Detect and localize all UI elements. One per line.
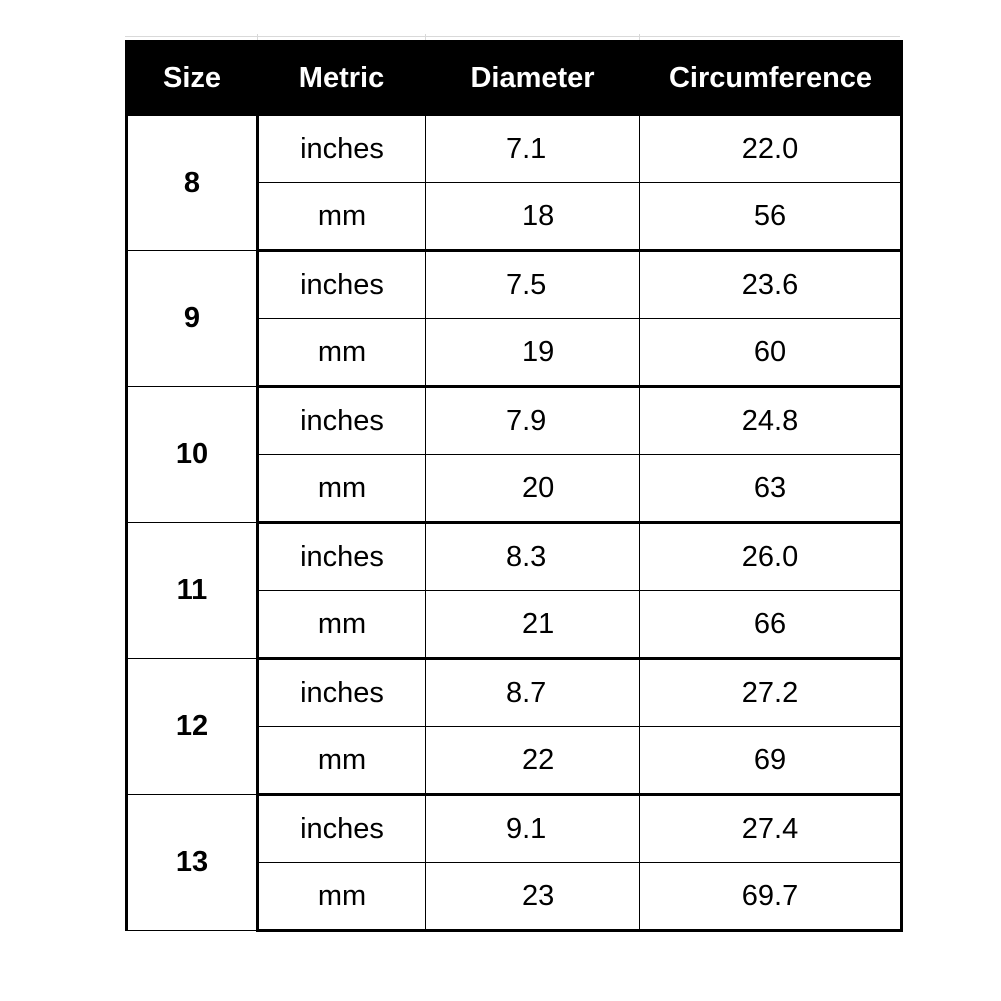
circumference-cell: 60 [640,319,902,387]
diameter-cell: 22 [426,727,640,795]
size-chart [125,40,900,918]
circumference-cell: 66 [640,591,902,659]
metric-cell: inches [258,115,426,183]
header-metric: Metric [258,42,426,115]
table-row [127,523,902,591]
circumference-cell: 27.4 [640,795,902,863]
metric-cell: mm [258,319,426,387]
circumference-cell: 69.7 [640,863,902,931]
diameter-cell: 18 [426,183,640,251]
table-body [127,115,902,931]
circumference-cell: 63 [640,455,902,523]
metric-cell: inches [258,523,426,591]
diameter-cell: 7.5 [426,251,640,319]
circumference-cell: 69 [640,727,902,795]
size-cell: 8 [127,115,258,251]
diameter-cell: 20 [426,455,640,523]
metric-cell: mm [258,183,426,251]
metric-cell: mm [258,863,426,931]
header-row [127,42,902,115]
circumference-cell: 26.0 [640,523,902,591]
size-cell: 10 [127,387,258,523]
circumference-cell: 22.0 [640,115,902,183]
size-cell: 13 [127,795,258,931]
size-table [125,40,903,932]
header-circumference: Circumference [640,42,902,115]
table-row [127,387,902,455]
diameter-cell: 8.3 [426,523,640,591]
metric-cell: mm [258,727,426,795]
diameter-cell: 9.1 [426,795,640,863]
size-cell: 11 [127,523,258,659]
circumference-cell: 24.8 [640,387,902,455]
table-row [127,659,902,727]
circumference-cell: 56 [640,183,902,251]
metric-cell: inches [258,795,426,863]
diameter-cell: 8.7 [426,659,640,727]
sheet-gridline [125,36,900,37]
header-size: Size [127,42,258,115]
metric-cell: inches [258,659,426,727]
table-row [127,251,902,319]
metric-cell: mm [258,591,426,659]
size-cell: 9 [127,251,258,387]
diameter-cell: 19 [426,319,640,387]
size-cell: 12 [127,659,258,795]
circumference-cell: 23.6 [640,251,902,319]
table-row [127,115,902,183]
circumference-cell: 27.2 [640,659,902,727]
metric-cell: mm [258,455,426,523]
diameter-cell: 21 [426,591,640,659]
table-row [127,795,902,863]
metric-cell: inches [258,251,426,319]
metric-cell: inches [258,387,426,455]
diameter-cell: 7.1 [426,115,640,183]
diameter-cell: 23 [426,863,640,931]
header-diameter: Diameter [426,42,640,115]
diameter-cell: 7.9 [426,387,640,455]
